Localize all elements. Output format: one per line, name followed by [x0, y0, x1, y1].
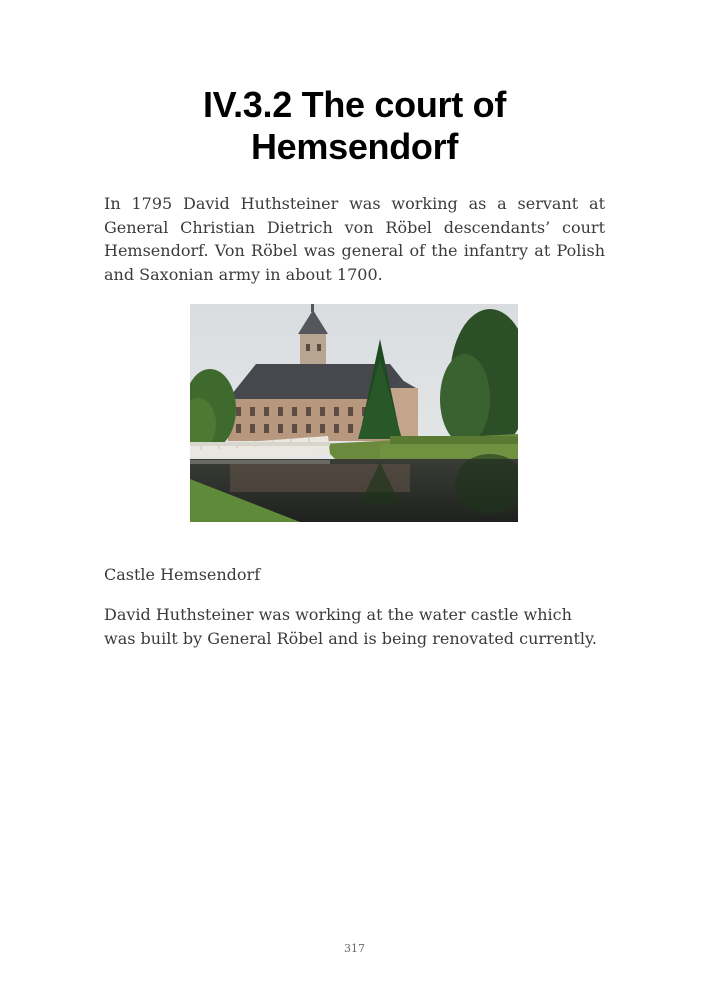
photo-caption: Castle Hemsendorf	[104, 565, 261, 584]
page-number: 317	[344, 942, 365, 955]
page-title-line2: Hemsendorf	[250, 126, 459, 167]
castle-photo	[190, 304, 518, 522]
body-paragraph: David Huthsteiner was working at the water castle which was built by General Röbel and is being renovated currently.	[104, 605, 597, 648]
page-title	[104, 84, 605, 168]
intro-paragraph: In 1795 David Huthsteiner was working as a servant at General Christian Dietrich von Röbel descendants’ court Hemsendorf. Von Röbel was general of the infantry at Polish and Saxonian army in about 1700.	[104, 194, 605, 284]
page-title-line1: IV.3.2 The court of	[202, 84, 507, 125]
